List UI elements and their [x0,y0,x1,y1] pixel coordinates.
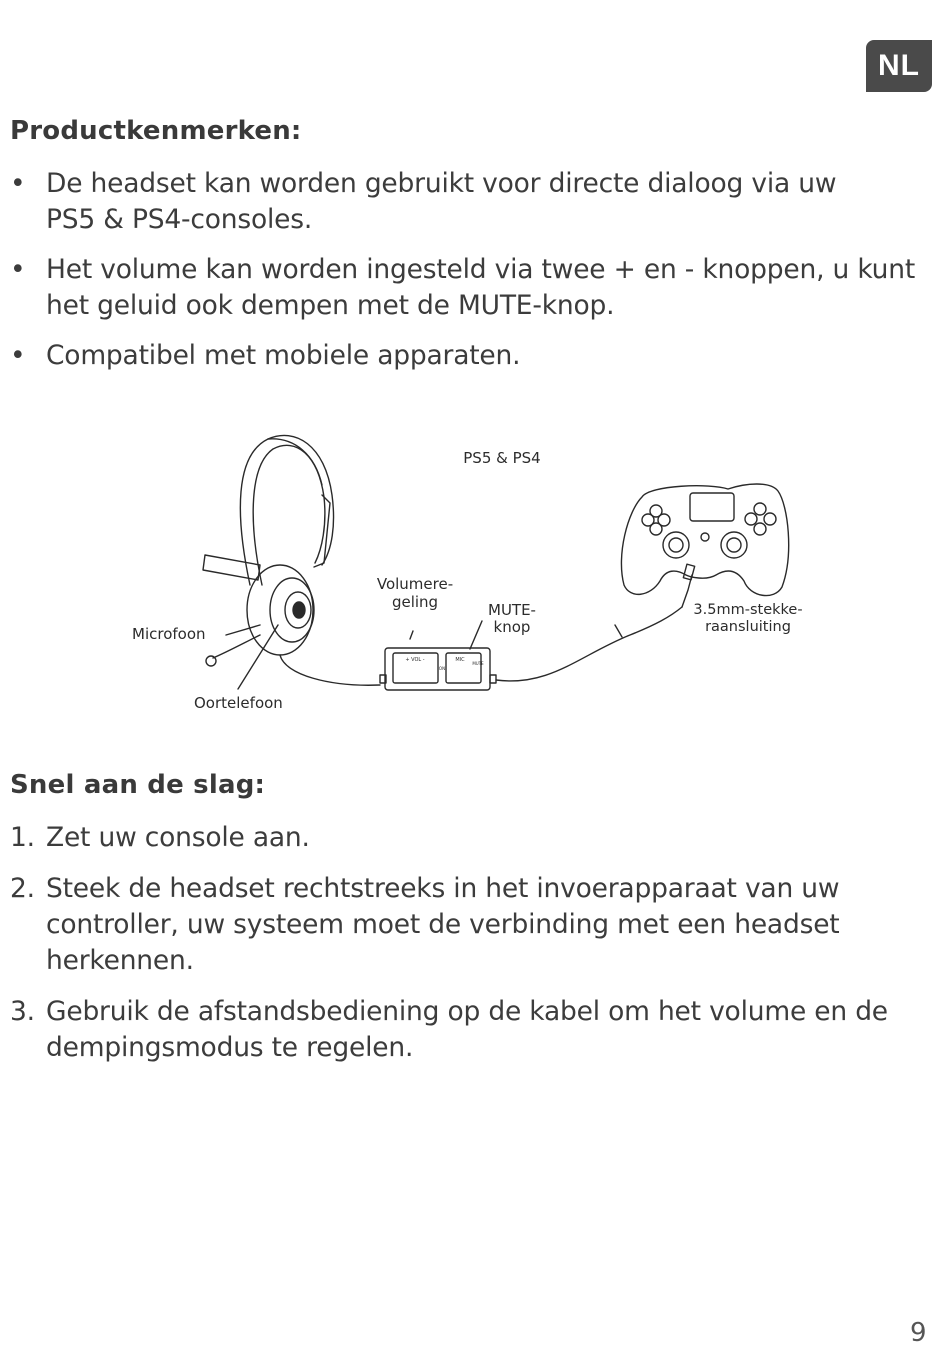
label-volume-1: Volumere- [376,575,454,593]
feature-text: Het volume kan worden ingesteld via twee + en - knoppen, u kunt het geluid ook dempen met de MUTE-knop. [46,254,916,321]
quickstart-heading: Snel aan de slag: [10,770,266,800]
label-mute-2: knop [493,618,531,636]
step-item [10,871,935,979]
label-earphone: Oortelefoon [194,694,283,712]
remote-mic-text: MIC [455,657,465,663]
remote-vol-text: + VOL - [405,657,425,663]
feature-item [10,338,935,374]
bullet: • [10,168,26,199]
remote-mute-text: MUTE [472,661,484,666]
step-number: 2. [10,873,35,904]
step-number: 1. [10,822,35,853]
label-jack-2: raansluiting [705,619,791,635]
features-heading: Productkenmerken: [10,116,302,146]
label-microphone: Microfoon [132,625,206,643]
feature-item [10,166,935,238]
step-item [10,994,935,1066]
controller-body [621,484,788,596]
headband [240,435,333,585]
label-volume-2: geling [391,593,439,611]
label-mute-1: MUTE- [488,601,536,619]
label-jack-1: 3.5mm-stekke- [693,602,803,618]
bullet: • [10,254,26,285]
mic-tip [206,656,216,666]
mic-boom [213,635,260,658]
remote-on-text: ON [438,666,446,671]
feature-item [10,252,935,324]
label-ps: PS5 & PS4 [463,449,541,467]
feature-text: De headset kan worden gebruikt voor directe dialoog via uw PS5 & PS4-consoles. [46,168,837,235]
step-text: Zet uw console aan. [46,822,310,853]
page-number: 9 [910,1318,927,1348]
headset-diagram [110,425,830,725]
step-text: Steek de headset rechtstreeks in het invoerapparaat van uw controller, uw systeem moet de verbinding met een headset herkennen. [46,873,840,976]
mic-boom-arm [203,555,260,580]
language-badge: NL [866,40,932,92]
step-number: 3. [10,996,35,1027]
feature-text: Compatibel met mobiele apparaten. [46,340,521,371]
step-text: Gebruik de afstandsbediening op de kabel om het volume en de dempingsmodus te regelen. [46,996,888,1063]
step-item [10,820,935,856]
bullet: • [10,340,26,371]
